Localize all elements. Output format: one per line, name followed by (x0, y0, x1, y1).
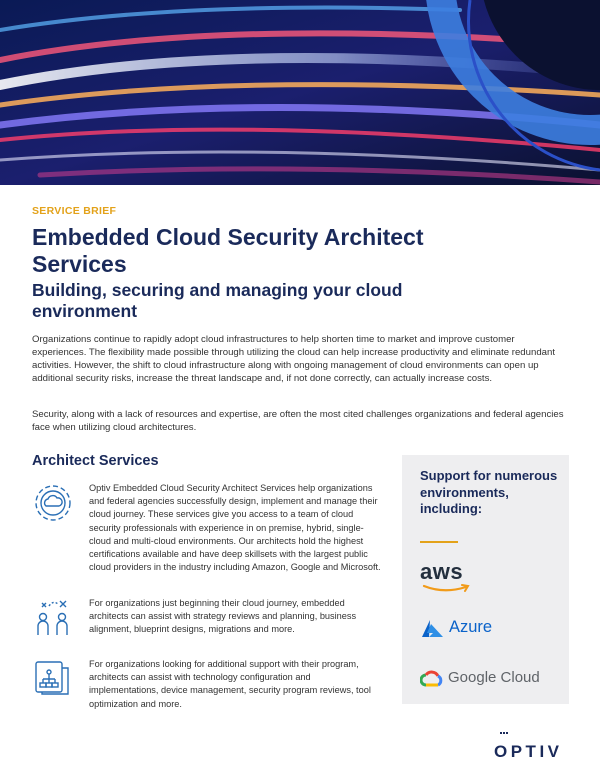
sidebar-heading: Support for numerous environments, including: (420, 468, 558, 516)
sidebar-divider (420, 541, 458, 543)
blueprint-icon (32, 658, 74, 700)
hero-image (0, 0, 600, 185)
service-item-text: For organizations just beginning their cloud journey, embedded architects can assist with strategy reviews and planning, business alignment, blueprint designs, migrations and more. (89, 598, 357, 635)
service-item-text: For organizations looking for additional support with their program, architects can assist with technology configuration and implementations, device management, security program reviews, tool optimization and more. (89, 659, 371, 709)
page-title: Embedded Cloud Security Architect Services (32, 224, 424, 277)
google-cloud-logo-label: Google Cloud (448, 669, 540, 686)
azure-logo-label: Azure (449, 618, 493, 636)
architect-services-heading: Architect Services (32, 453, 159, 469)
intro-paragraph-1: Organizations continue to rapidly adopt cloud infrastructures to help shorten time to market and improve customer experiences. The flexibility made possible through utilizing the cloud can help increase productivity and eliminate redundant activities. However, the shift to cloud infrastructure along with ongoing management of cloud environments can open up additional security risks, increase the threat landscape and, if not done correctly, can actually increase costs. (32, 334, 555, 384)
azure-logo (420, 617, 510, 641)
google-cloud-logo (420, 667, 550, 691)
optiv-logo: OPTIV (494, 742, 563, 761)
aws-smile-icon (422, 584, 474, 594)
aws-logo (420, 559, 480, 595)
page-subtitle: Building, securing and managing your cloud environment (32, 280, 403, 321)
service-brief-label: SERVICE BRIEF (32, 205, 117, 217)
environments-sidebar (402, 455, 569, 704)
strategy-people-icon (32, 597, 74, 639)
cloud-gear-icon (32, 482, 74, 524)
aws-logo-label: aws (420, 559, 464, 584)
google-cloud-mark-icon (420, 669, 444, 689)
intro-paragraph-2: Security, along with a lack of resources and expertise, are often the most cited challenges organizations and federal agencies face when utilizing cloud architectures. (32, 409, 564, 433)
azure-mark-icon (420, 619, 444, 639)
service-item-text: Optiv Embedded Cloud Security Architect Services help organizations and federal agencies successfully design, implement and manage their cloud journey. These services give you access to a team of cloud security professionals with experience in on premise, hybrid, single-cloud and multi-cloud environments. Our architects hold the highest certifications available and have deep skillsets with the largest public cloud providers in the industry including Amazon, Google and Microsoft. (89, 483, 381, 573)
